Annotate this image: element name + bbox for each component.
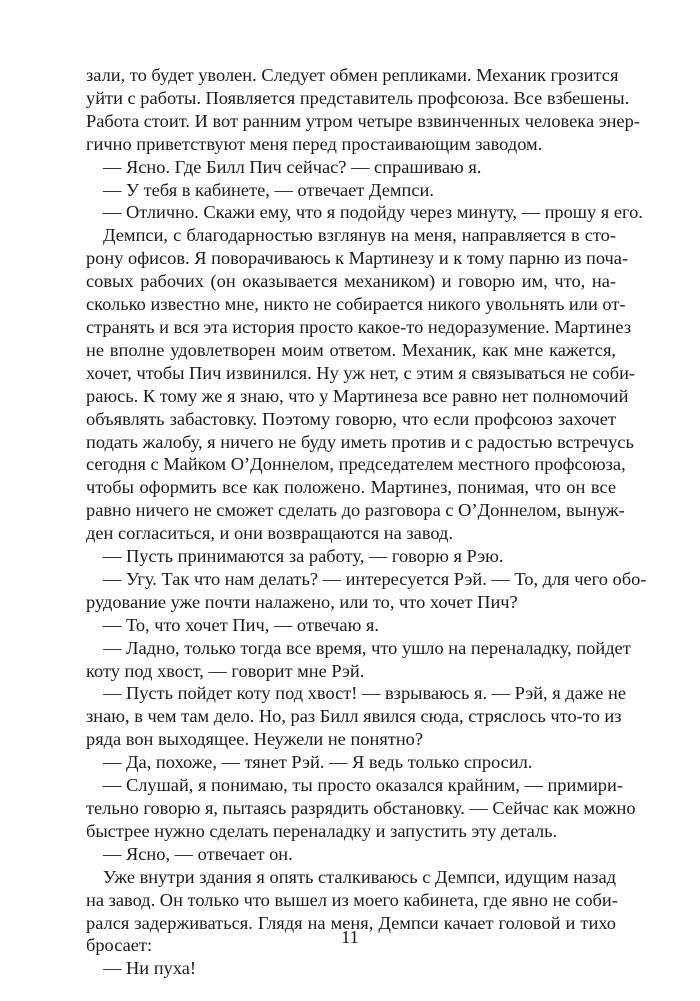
text-line: — Ни пуха! — [103, 958, 196, 979]
text-line: хочет, чтобы Пич извинился. Ну уж нет, с этим я связываться не соби- — [86, 362, 636, 383]
text-line: равно ничего не сможет сделать до разговора с О’Доннелом, вынуж- — [86, 500, 625, 521]
text-line: — Ясно, — отвечает он. — [103, 843, 293, 864]
text-line: бросает: — [86, 935, 153, 956]
text-line: — Ладно, только тогда все время, что ушло на переналадку, пойдет — [103, 637, 631, 658]
paragraph — [86, 774, 636, 843]
text-line: тельно говорю я, пытаясь разрядить обстановку. — Сейчас как можно — [86, 798, 636, 818]
text-line: Работа стоит. И вот ранним утром четыре взвинченных человека энер- — [86, 110, 640, 131]
body-text — [86, 64, 647, 980]
text-line: — Пусть пойдет коту под хвост! — взрываюсь я. — Рэй, я даже не — [103, 683, 627, 704]
paragraph — [86, 682, 627, 751]
paragraph — [86, 568, 647, 614]
text-line: — Да, похоже, — тянет Рэй. — Я ведь только спросил. — [103, 752, 533, 773]
paragraph — [86, 201, 643, 224]
text-line: сегодня с Майком О’Доннелом, председателем местного профсоюза, — [86, 454, 626, 475]
text-line: на завод. Он только что вышел из моего кабинета, где явно не соби- — [86, 889, 618, 910]
text-line: — Отлично. Скажи ему, что я подойду через минуту, — прошу я его. — [103, 202, 643, 223]
text-line: коту под хвост, — говорит мне Рэй. — [86, 660, 365, 681]
text-line: чтобы оформить все как положено. Мартинез, понимая, что он все — [86, 477, 616, 498]
paragraph — [86, 545, 616, 568]
text-line: странять и вся эта история просто какое-то недоразумение. Мартинез — [86, 316, 632, 337]
text-line: рался задерживаться. Глядя на меня, Демпси качает головой и тихо — [86, 912, 616, 933]
text-line: — Пусть принимаются за работу, — говорю я Рэю. — [103, 546, 504, 567]
paragraph — [86, 64, 640, 156]
text-line: — Угу. Так что нам делать? — интересуется Рэй. — То, для чего обо- — [103, 568, 647, 589]
paragraph — [86, 637, 631, 683]
text-line: совых рабочих (он оказывается механиком) и говорю им, что, на- — [86, 271, 616, 292]
paragraph — [86, 957, 616, 980]
paragraph — [86, 843, 616, 866]
text-line: рудование уже почти налажено, или то, что хочет Пич? — [86, 591, 518, 612]
text-line: ряда вон выходящее. Неужели не понятно? — [86, 729, 424, 750]
text-line: уйти с работы. Появляется представитель профсоюза. Все взбешены. — [86, 87, 630, 108]
page-number: 11 — [341, 927, 359, 947]
paragraph — [86, 614, 616, 637]
text-line: объявлять забастовку. Поэтому говорю, что если профсоюз захочет — [86, 408, 616, 429]
text-line: — Ясно. Где Билл Пич сейчас? — спрашиваю я. — [103, 156, 482, 177]
paragraph — [86, 751, 616, 774]
text-line: ден согласиться, и они возвращаются на завод. — [86, 523, 453, 544]
text-line: Демпси, с благодарностью взглянув на меня, направляется в сто- — [103, 225, 616, 246]
text-line: раюсь. К тому же я знаю, что у Мартинеза все равно нет полномочий — [86, 385, 629, 406]
text-line: зали, то будет уволен. Следует обмен репликами. Механик грозится — [86, 65, 619, 85]
text-line: гично приветствуют меня перед простаивающим заводом. — [86, 133, 543, 154]
text-line: Уже внутри здания я опять сталкиваюсь с Демпси, идущим назад — [103, 866, 616, 887]
text-line: — Слушай, я понимаю, ты просто оказался крайним, — примири- — [103, 775, 623, 796]
text-line: подать жалобу, я ничего не буду иметь против и с радостью встречусь — [86, 431, 634, 452]
paragraph — [86, 224, 636, 545]
text-line: сколько известно мне, никто не собирается никого увольнять или от- — [86, 294, 626, 315]
text-line: рону офисов. Я поворачиваюсь к Мартинезу и к тому парню из поча- — [86, 248, 629, 269]
text-line: быстрее нужно сделать переналадку и запустить эту деталь. — [86, 820, 558, 841]
text-line: не вполне удовлетворен моим ответом. Механик, как мне кажется, — [86, 339, 616, 360]
paragraph — [86, 156, 616, 179]
text-line: — То, что хочет Пич, — отвечаю я. — [103, 614, 379, 635]
paragraph — [86, 179, 616, 202]
text-line: — У тебя в кабинете, — отвечает Демпси. — [103, 179, 434, 200]
text-line: знаю, в чем там дело. Но, раз Билл явился сюда, стряслось что-то из — [86, 706, 622, 727]
